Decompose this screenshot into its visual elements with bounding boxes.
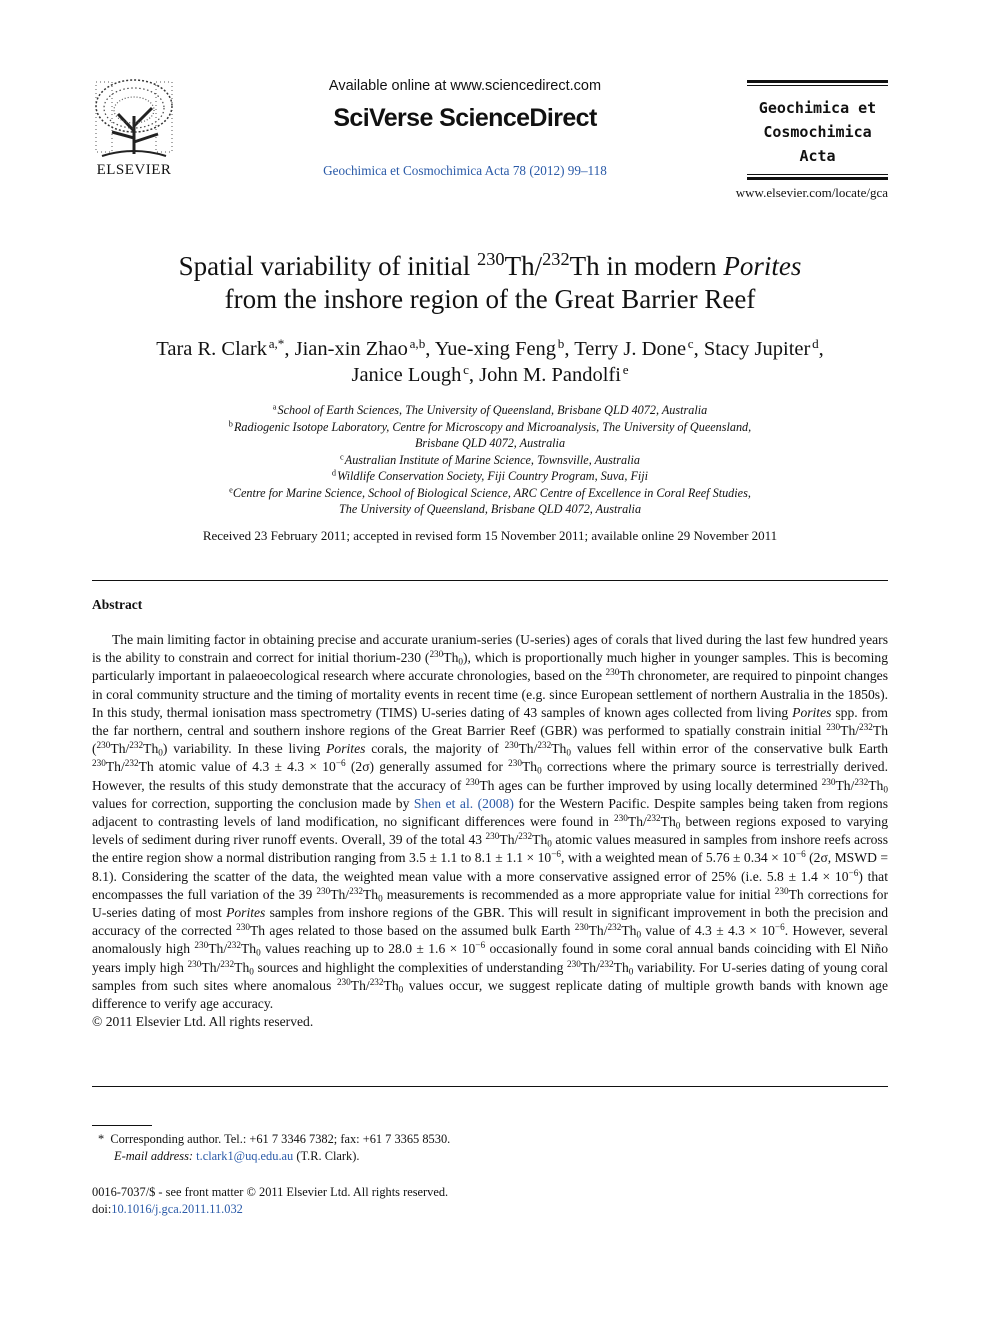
elsevier-wordmark: ELSEVIER — [96, 162, 172, 178]
author-affiliation-mark: c — [463, 361, 469, 377]
affiliation-item: $^d$ Wildlife Conservation Society, Fiji Country Program, Suva, Fiji — [331, 468, 649, 483]
affiliation-item: $^c$ Australian Institute of Marine Science, Townsville, Australia — [340, 451, 640, 467]
front-matter — [92, 1184, 888, 1218]
author-list — [80, 336, 900, 388]
abstract-heading: Abstract — [92, 597, 143, 612]
sciencedirect-brand[interactable]: SciVerse ScienceDirect — [333, 104, 597, 132]
doi-line: doi:10.1016/j.gca.2011.11.032 — [92, 1202, 243, 1216]
journal-box-bottom-rule — [747, 177, 888, 180]
affiliation-item: $^b$ Radiogenic Isotope Laboratory, Centre for Microscopy and Microanalysis, The University of Queensland, — [228, 418, 752, 434]
journal-url-link[interactable]: www.elsevier.com/locate/gca — [735, 185, 888, 200]
corresponding-author-footnote — [92, 1131, 888, 1165]
journal-box-top-rule — [747, 80, 888, 83]
elsevier-logo — [82, 76, 186, 182]
author-affiliation-mark: b — [557, 335, 565, 351]
author-name[interactable]: John M. Pandolfi — [479, 364, 621, 386]
email-link[interactable]: t.clark1@uq.edu.au — [196, 1149, 294, 1163]
affiliations — [92, 402, 888, 518]
author-affiliation-mark: d — [812, 335, 819, 351]
author-affiliation-mark: a,b — [409, 335, 426, 351]
author-name[interactable]: Terry J. Done — [574, 338, 687, 360]
issn-line: 0016-7037/$ - see front matter © 2011 Elsevier Ltd. All rights reserved. — [92, 1185, 449, 1199]
abstract-bottom-rule — [92, 1086, 888, 1087]
author-name[interactable]: Janice Lough — [351, 364, 462, 386]
affiliation-item-cont: The University of Queensland, Brisbane QLD 4072, Australia — [338, 502, 642, 516]
abstract-paragraph: The main limiting factor in obtaining precise and accurate uranium-series (U-series) ages of corals that lived during the last few hundred years is the ability to constrain and correct for initial thorium-230 $(^{230}Th_0)$, which is proportionally much higher in younger samples. This is becoming particularly important in palaeoecological research where accurate chronologies, based on the $^{230}$Th chronometer, are required to pinpoint changes in coral community structure and the timing of mortality events in recent time (e.g. since European settlement of northern Australia in the 1850s). In this study, thermal ionisation mass spectrometry (TIMS) U-series dating of 43 samples of known ages collected from living Porites spp. from the far northern, central and southern inshore regions of the Great Barrier Reef (GBR) was performed to spatially constrain initial $^{230}$Th/$^{232}$Th $(^{230}Th/^{232}Th_0)$ variability. In these living Porites corals, the majority of $^{230}Th/^{232}Th_0$ values fell within error of the conservative bulk Earth $^{230}$Th/$^{232}$Th atomic value of $4.3 \pm 4.3 \times 10^{-6}$ (2σ) generally assumed for $^{230}Th_0$ corrections where the primary source is terrestrially derived. However, the results of this study demonstrate that the accuracy of $^{230}$Th ages can be further improved by using locally determined $^{230}Th/^{232}Th_0$ values for correction, supporting the conclusion made by Shen et al. (2008) for the Western Pacific. Despite samples being taken from regions adjacent to contrasting levels of land modification, no significant differences were found in $^{230}Th/^{232}Th_0$ between regions exposed to varying levels of sediment during river runoff events. Overall, 39 of the total 43 $^{230}Th/^{232}Th_0$ atomic values measured in samples from inshore reefs across the entire region show a normal distribution ranging from 3.5 ± 1.1 to $8.1 \pm 1.1 \times 10^{-6}$, with a weighted mean of $5.76 \pm 0.34 \times 10^{-6}$ (2σ, MSWD = 8.1). Considering the scatter of the data, the weighted mean value with a more conservative assigned error of 25% (i.e. $5.8 \pm 1.4 \times 10^{-6}$) that encompasses the full variation of the 39 $^{230}Th/^{232}Th_0$ measurements is recommended as a more appropriate value for initial $^{230}$Th corrections for U-series dating of most Porites samples from inshore regions of the GBR. This will result in significant improvement in both the precision and accuracy of the corrected $^{230}$Th ages related to those based on the assumed bulk Earth $^{230}Th/^{232}Th_0$ value of $4.3 \pm 4.3 \times 10^{-6}$. However, several anomalously high $^{230}Th/^{232}Th_0$ values reaching up to $28.0 \pm 1.6 \times 10^{-6}$ occasionally found in some coral annual bands coinciding with El Niño years imply high $^{230}Th/^{232}Th_0$ sources and highlight the complexities of understanding $^{230}Th/^{232}Th_0$ variability. For U-series dating of young coral samples from such sites where anomalous $^{230}Th/^{232}Th_0$ values occur, we suggest replicate dating of multiple growth bands with known age difference to verify age accuracy. — [92, 632, 889, 1012]
author-affiliation-mark: e — [622, 361, 629, 377]
author-affiliation-mark: a,* — [268, 335, 285, 351]
author-line-1: Tara R. Clark $^{a,*}$, Jian-xin Zhao $^{a,b}$, Yue-xing Feng $^b$, Terry J. Done $^c$, Stacy Jupiter $^d$, — [156, 335, 824, 360]
journal-title — [740, 96, 895, 168]
title-line-2: from the inshore region of the Great Barrier Reef — [224, 284, 756, 314]
available-online-text: Available online at www.sciencedirect.com — [328, 78, 602, 94]
affiliation-item: $^e$Centre for Marine Science, School of Biological Science, ARC Centre of Excellence in Coral Reef Studies, — [229, 484, 751, 500]
affiliation-item: $^a$ School of Earth Sciences, The University of Queensland, Brisbane QLD 4072, Australia — [272, 402, 708, 417]
author-affiliation-mark: c — [687, 335, 694, 351]
author-name[interactable]: Stacy Jupiter — [703, 338, 811, 360]
journal-citation-link[interactable]: Geochimica et Cosmochimica Acta 78 (2012) 99–118 — [323, 163, 607, 178]
journal-box-bottom-rule-thin — [747, 174, 888, 175]
footnote-marker: * — [98, 1132, 105, 1146]
abstract-copyright: © 2011 Elsevier Ltd. All rights reserved. — [92, 1014, 314, 1030]
abstract-body — [92, 631, 888, 1031]
journal-title-line: Acta — [799, 147, 836, 165]
footnote-email-line: E-mail address: t.clark1@uq.edu.au (T.R. Clark). — [114, 1149, 360, 1163]
author-name[interactable]: Tara R. Clark — [156, 338, 267, 360]
journal-box-top-rule-thin — [747, 85, 888, 86]
affiliation-item-cont: Brisbane QLD 4072, Australia — [414, 436, 566, 450]
author-name[interactable]: Jian-xin Zhao — [294, 338, 408, 360]
journal-title-line: Cosmochimica — [763, 123, 872, 141]
footnote-line: * Corresponding author. Tel.: +61 7 3346 7382; fax: +61 7 3365 8530. — [98, 1132, 451, 1146]
title-line-1: Spatial variability of initial $^{230}$Th/$^{232}$Th in modern Porites — [178, 248, 802, 281]
abstract-top-rule — [92, 580, 888, 581]
footnote-rule — [92, 1125, 152, 1126]
article-title — [92, 250, 888, 316]
reference-link-shen-2008[interactable]: Shen et al. (2008) — [413, 795, 514, 811]
journal-title-line: Geochimica et — [758, 99, 877, 117]
doi-link[interactable]: 10.1016/j.gca.2011.11.032 — [111, 1202, 243, 1216]
author-name[interactable]: Yue-xing Feng — [434, 338, 557, 360]
author-line-2: Janice Lough $^c$, John M. Pandolfi $^e$ — [351, 361, 629, 386]
received-dates: Received 23 February 2011; accepted in revised form 15 November 2011; available online 29 November 2011 — [202, 528, 778, 543]
